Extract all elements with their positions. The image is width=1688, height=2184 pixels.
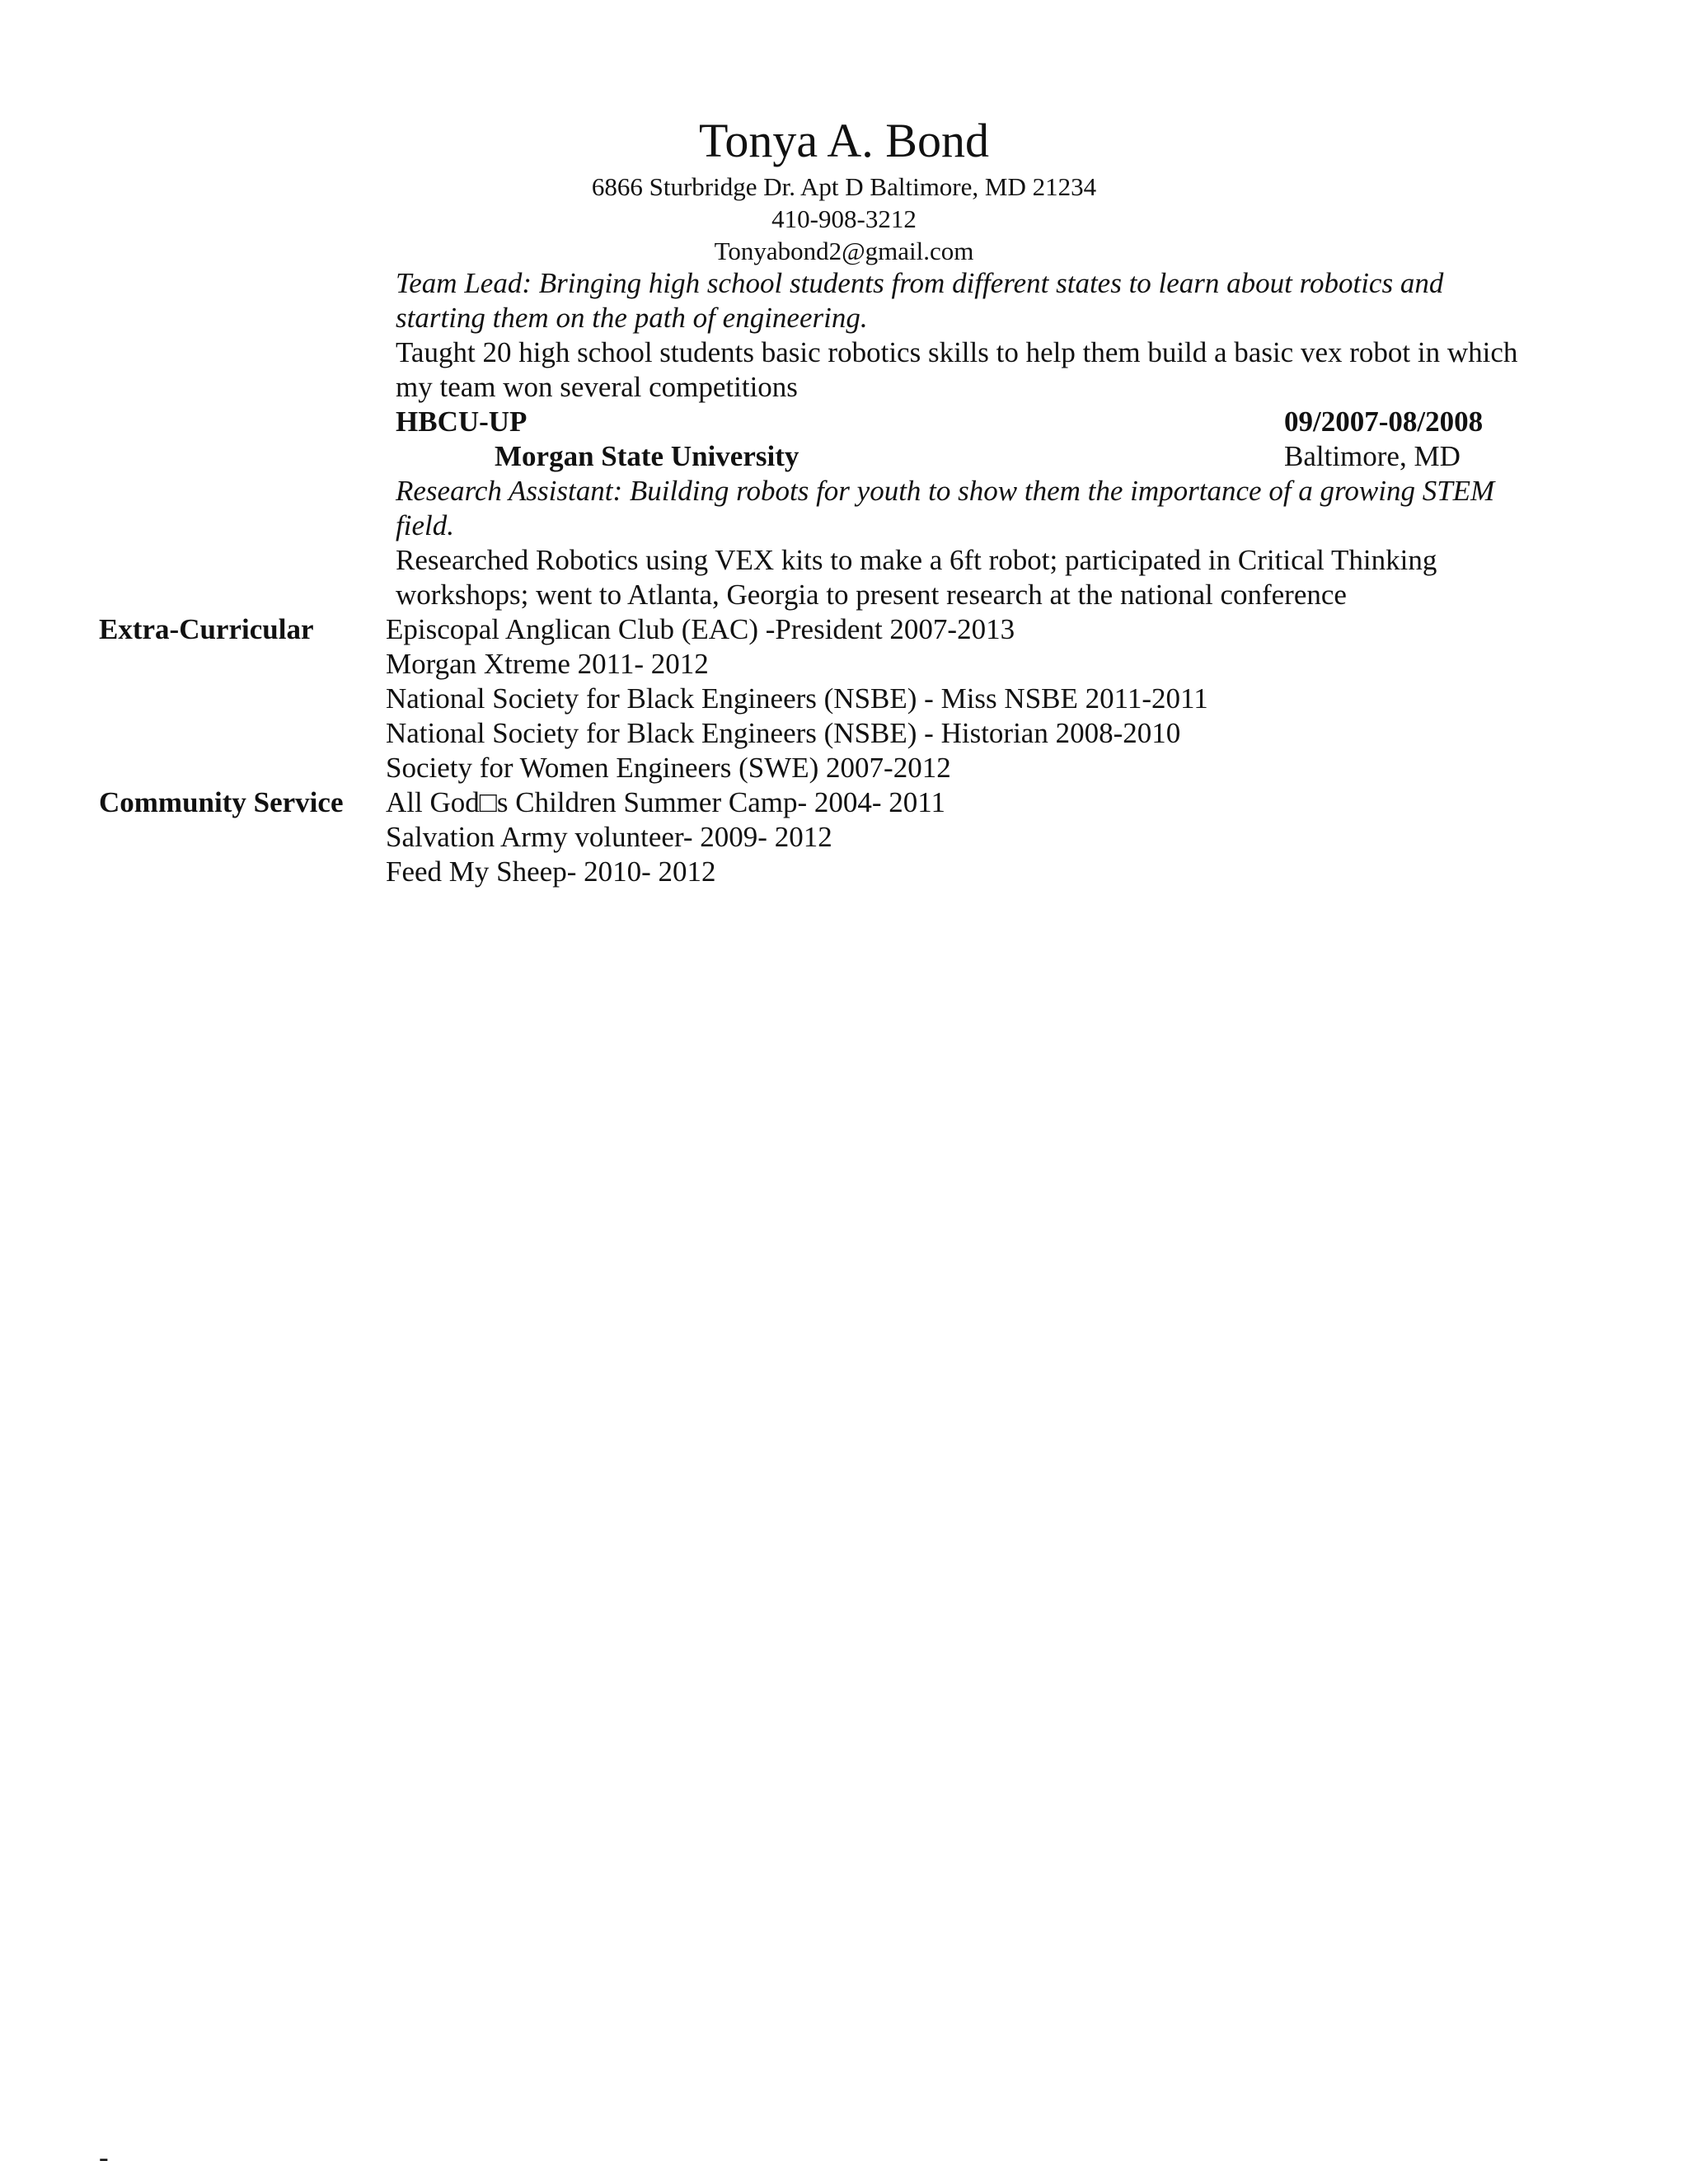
research-description-line-1: Researched Robotics using VEX kits to make a 6ft robot; participated in Critical Thinking [396, 544, 1437, 576]
taught-description-line-2: my team won several competitions [396, 371, 798, 403]
list-item: National Society for Black Engineers (NSBE) - Miss NSBE 2011-2011 [386, 682, 1208, 715]
hbcu-dates: 09/2007-08/2008 [1284, 405, 1484, 438]
contact-phone: 410-908-3212 [771, 204, 917, 233]
research-role-line-1: Research Assistant: Building robots for youth to show them the importance of a growing STEM [396, 475, 1495, 507]
taught-description-line-1: Taught 20 high school students basic robotics skills to help them build a basic vex robot in which [396, 336, 1518, 368]
candidate-name: Tonya A. Bond [699, 114, 989, 167]
hbcu-organization: Morgan State University [495, 440, 799, 472]
list-item: Society for Women Engineers (SWE) 2007-2012 [386, 752, 951, 784]
research-role-line-2: field. [396, 509, 454, 541]
footer-dash: - [99, 2141, 109, 2173]
hbcu-program-title: HBCU-UP [396, 405, 528, 438]
contact-address: 6866 Sturbridge Dr. Apt D Baltimore, MD 21234 [591, 172, 1097, 201]
list-item: Salvation Army volunteer- 2009- 2012 [386, 821, 832, 853]
hbcu-location: Baltimore, MD [1284, 440, 1461, 472]
list-item: Episcopal Anglican Club (EAC) -President 2007-2013 [386, 613, 1015, 645]
team-lead-role-line-1: Team Lead: Bringing high school students from different states to learn about robotics and [396, 267, 1444, 299]
extra-curricular-label: Extra-Curricular [99, 613, 314, 645]
research-description-line-2: workshops; went to Atlanta, Georgia to present research at the national conference [396, 579, 1347, 611]
contact-email: Tonyabond2@gmail.com [714, 237, 974, 265]
team-lead-role-line-2: starting them on the path of engineering. [396, 302, 868, 334]
list-item: Feed My Sheep- 2010- 2012 [386, 855, 716, 888]
community-service-label: Community Service [99, 786, 344, 818]
list-item: National Society for Black Engineers (NSBE) - Historian 2008-2010 [386, 717, 1181, 749]
list-item: Morgan Xtreme 2011- 2012 [386, 648, 709, 680]
list-item: All God□s Children Summer Camp- 2004- 2011 [386, 786, 945, 818]
